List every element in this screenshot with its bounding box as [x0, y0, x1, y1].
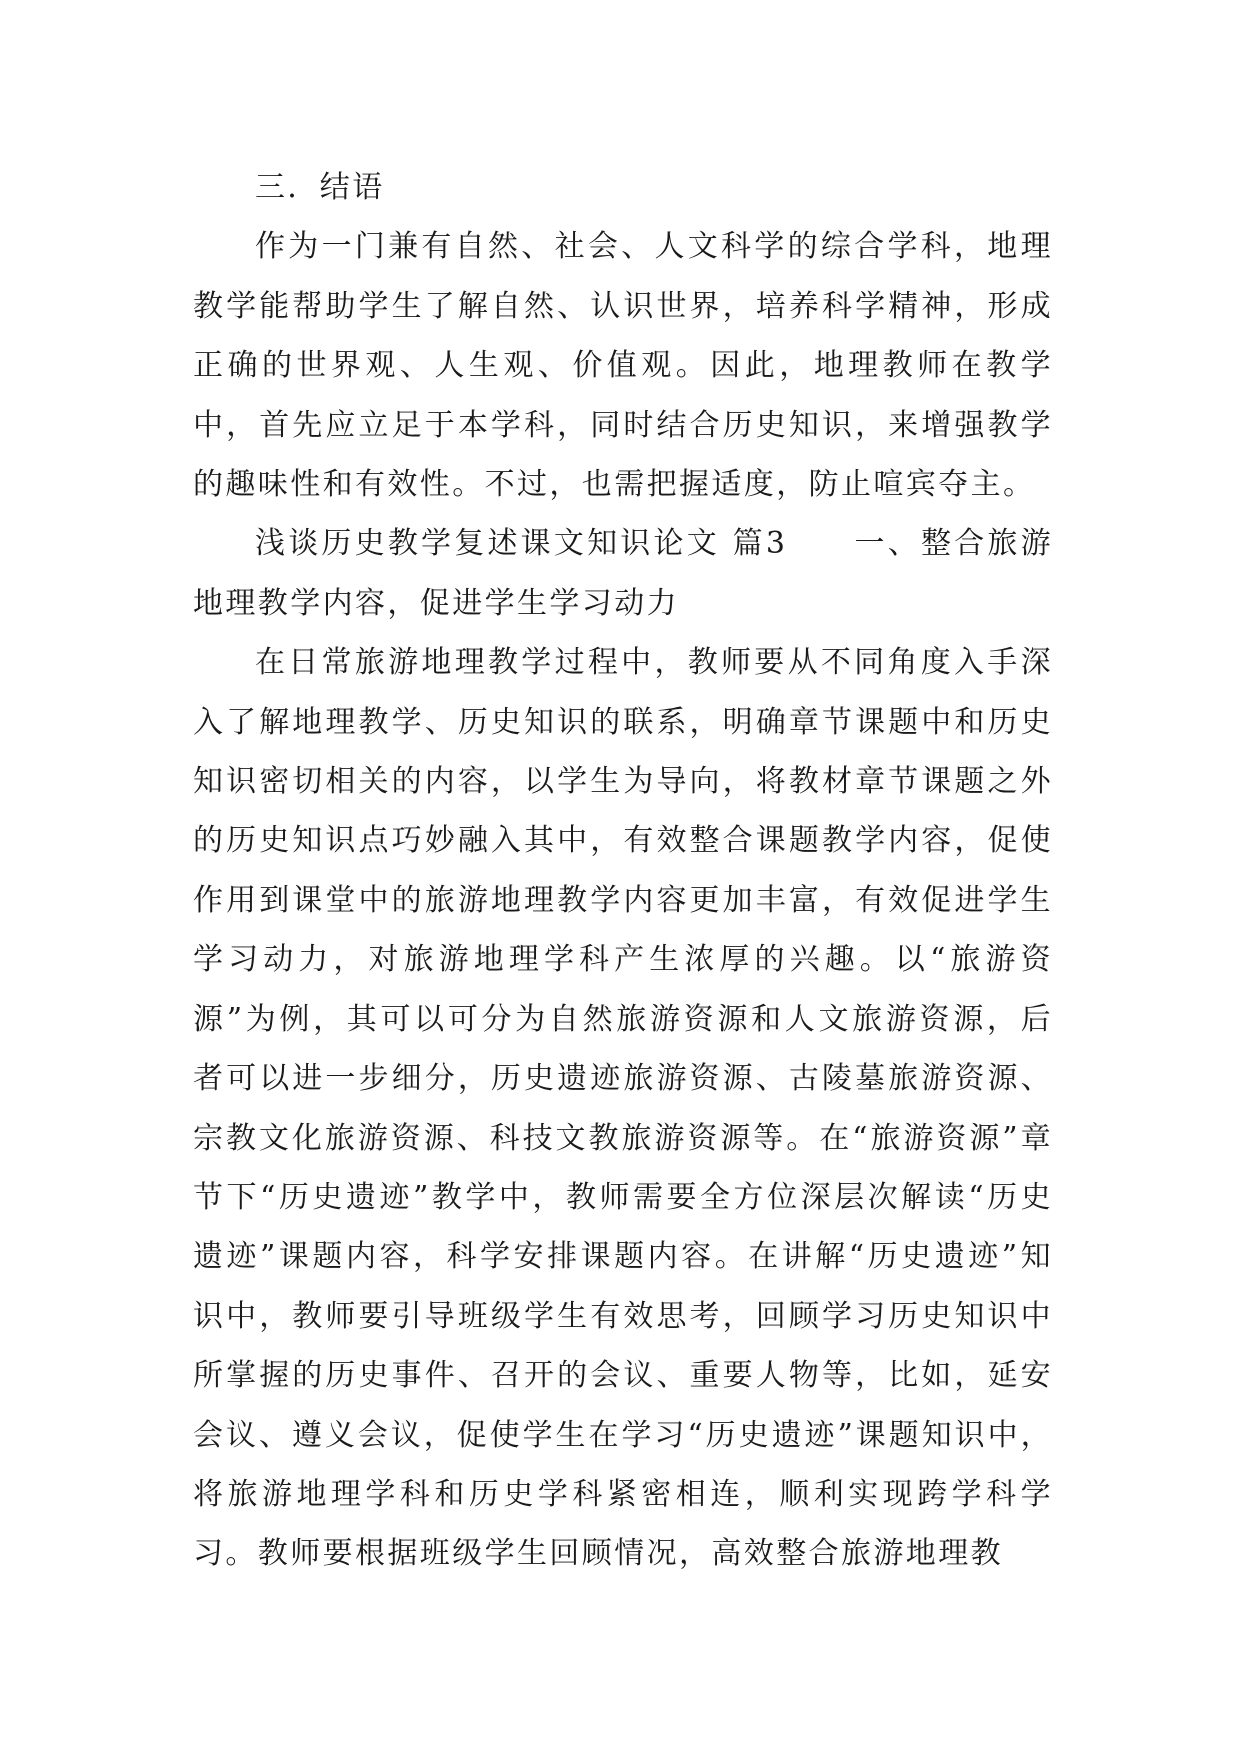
body-paragraph: 在日常旅游地理教学过程中，教师要从不同角度入手深入了解地理教学、历史知识的联系，明确章节课题中和历史知识密切相关的内容，以学生为导向，将教材章节课题之外的历史知识点巧妙融入其中，有效整合课题教学内容，促使作用到课堂中的旅游地理教学内容更加丰富，有效促进学生学习动力，对旅游地理学科产生浓厚的兴趣。以“旅游资源”为例，其可以可分为自然旅游资源和人文旅游资源，后者可以进一步细分，历史遗迹旅游资源、古陵墓旅游资源、宗教文化旅游资源、科技文教旅游资源等。在“旅游资源”章节下“历史遗迹”教学中，教师需要全方位深层次解读“历史遗迹”课题内容，科学安排课题内容。在讲解“历史遗迹”知识中，教师要引导班级学生有效思考，回顾学习历史知识中所掌握的历史事件、召开的会议、重要人物等，比如，延安会议、遵义会议，促使学生在学习“历史遗迹”课题知识中，将旅游地理学科和历史学科紧密相连，顺利实现跨学科学习。教师要根据班级学生回顾情况，高效整合旅游地理教	[193, 645, 1053, 1572]
conclusion-paragraph: 作为一门兼有自然、社会、人文科学的综合学科，地理教学能帮助学生了解自然、认识世界，培养科学精神，形成正确的世界观、人生观、价值观。因此，地理教师在教学中，首先应立足于本学科，同时结合历史知识，来增强教学的趣味性和有效性。不过，也需把握适度，防止喧宾夺主。	[193, 229, 1053, 503]
document-body	[193, 158, 1053, 1584]
article-title-heading: 浅谈历史教学复述课文知识论文 篇3 一、整合旅游地理教学内容，促进学生学习动力	[193, 526, 1053, 621]
section-heading-conclusion: 三．结语	[255, 170, 385, 205]
